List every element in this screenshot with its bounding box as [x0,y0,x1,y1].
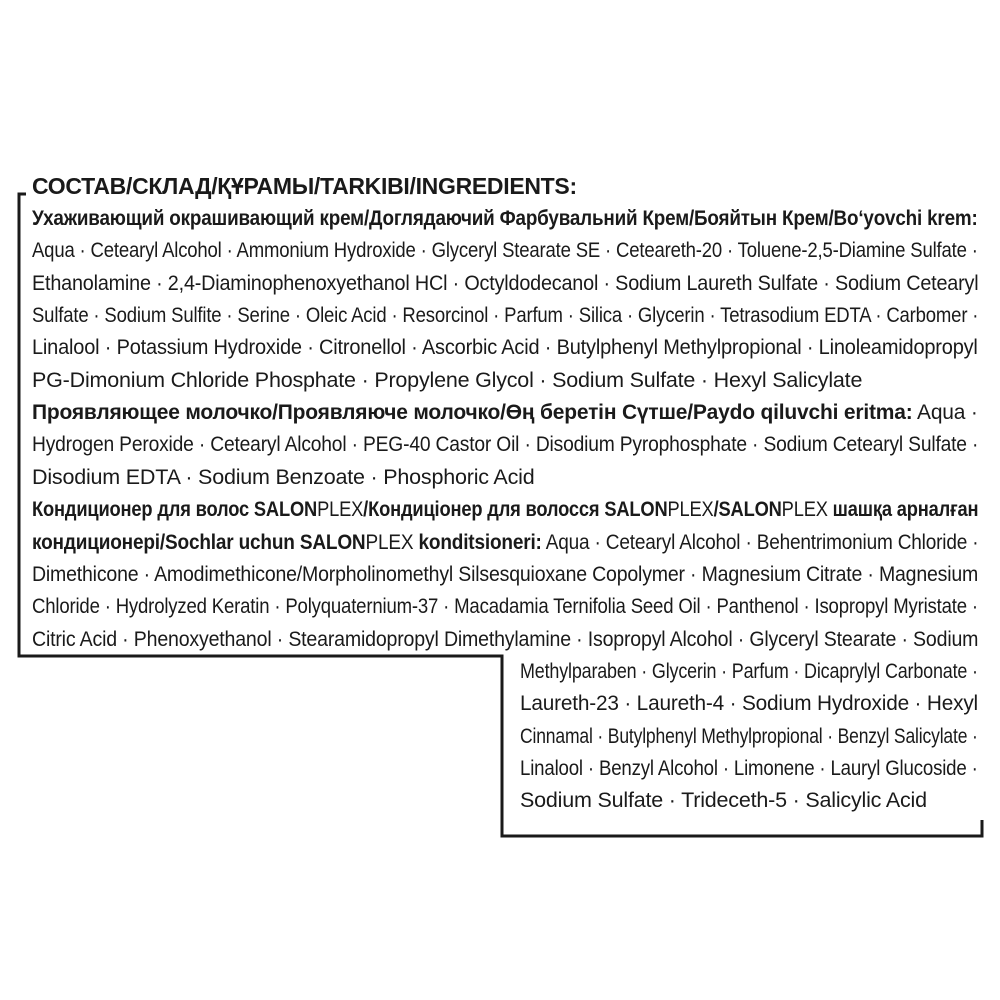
ingredient-section-title: /Кондиціонер для волосся SALON [363,497,668,522]
ingredient-section-title: /SALON [713,497,782,522]
ingredient-text: PLEX [667,497,714,522]
ingredient-section-title: konditsioneri: [413,529,542,554]
ingredients-line: Sodium Sulfate · Trideceth-5 · Salicylic Acid [520,788,927,813]
ingredients-line [32,526,978,558]
ingredient-section-title: Ухаживающий окрашивающий крем/Доглядаючий Фарбувальний Крем/Бояйтын Крем/Bo‘yovchi krem: [32,206,978,230]
ingredients-line [32,299,978,331]
ingredient-text: Aqua · Cetearyl Alcohol · Ammonium Hydroxide · Glyceryl Stearate SE · Ceteareth-20 · Toluene-2,5-Diamine Sulfate · [32,238,978,263]
ingredient-text: Linalool · Potassium Hydroxide · Citronellol · Ascorbic Acid · Butylphenyl Methylpropional · Linoleamidopropyl [32,335,978,360]
ingredients-line [32,202,978,234]
ingredient-text: Citric Acid · Phenoxyethanol · Stearamidopropyl Dimethylamine · Isopropyl Alcohol · Glyceryl Stearate · Sodium [32,626,979,651]
ingredient-section-title: Проявляющее молочко/Проявляюче молочко/Өң беретін Сүтше/Paydo qiluvchi eritma: [32,400,913,425]
ingredient-text: PLEX [365,529,414,554]
ingredient-text: Ethanolamine · 2,4-Diaminophenoxyethanol HCl · Octyldodecanol · Sodium Laureth Sulfate · Sodium Cetearyl [32,270,979,295]
ingredient-text: Dimethicone · Amodimethicone/Morpholinomethyl Silsesquioxane Copolymer · Magnesium Citrate · Magnesium [32,561,979,586]
ingredient-section-title: кондиционері/Sochlar uchun SALON [32,529,366,554]
ingredients-line [32,267,978,299]
ingredient-text: PLEX [317,497,364,522]
ingredient-text: Disodium EDTA · Sodium Benzoate · Phosphoric Acid [32,464,535,489]
ingredients-line: Cinnamal · Butylphenyl Methylpropional · Benzyl Salicylate · [520,723,978,748]
ingredient-text: Chloride · Hydrolyzed Keratin · Polyquaternium-37 · Macadamia Ternifolia Seed Oil · Panthenol · Isopropyl Myristate · [32,594,978,619]
ingredients-heading: СОСТАВ/СКЛАД/ҚҰРАМЫ/TARKIBI/INGREDIENTS: [32,173,577,199]
ingredient-text: Hydrogen Peroxide · Cetearyl Alcohol · PEG-40 Castor Oil · Disodium Pyrophosphate · Sodium Cetearyl Sulfate · [32,432,979,457]
ingredients-line: Methylparaben · Glycerin · Parfum · Dicaprylyl Carbonate · [520,658,978,683]
ingredient-text: Sulfate · Sodium Sulfite · Serine · Oleic Acid · Resorcinol · Parfum · Silica · Glycerin · Tetrasodium EDTA · Carbomer · [32,303,979,328]
ingredients-line [32,590,978,622]
ingredients-line [32,461,534,493]
ingredients-line [32,396,978,428]
ingredients-line: Laureth-23 · Laureth-4 · Sodium Hydroxide · Hexyl [520,691,978,716]
ingredients-line [32,493,978,525]
ingredient-text: PG-Dimonium Chloride Phosphate · Propylene Glycol · Sodium Sulfate · Hexyl Salicylate [32,367,863,392]
ingredients-line [32,428,978,460]
ingredient-text: Aqua · [912,400,978,425]
ingredients-line [32,364,862,396]
ingredients-line [32,558,978,590]
ingredients-line [32,331,978,363]
ingredients-line: Linalool · Benzyl Alcohol · Limonene · Lauryl Glucoside · [520,755,978,780]
ingredient-text: Aqua · Cetearyl Alcohol · Behentrimonium Chloride · [541,529,979,554]
ingredient-section-title: Кондиционер для волос SALON [32,497,318,522]
ingredients-line [32,623,978,655]
ingredients-line [32,234,978,266]
ingredient-text: PLEX [781,497,828,522]
ingredient-section-title: шашқа арналған [827,497,979,522]
